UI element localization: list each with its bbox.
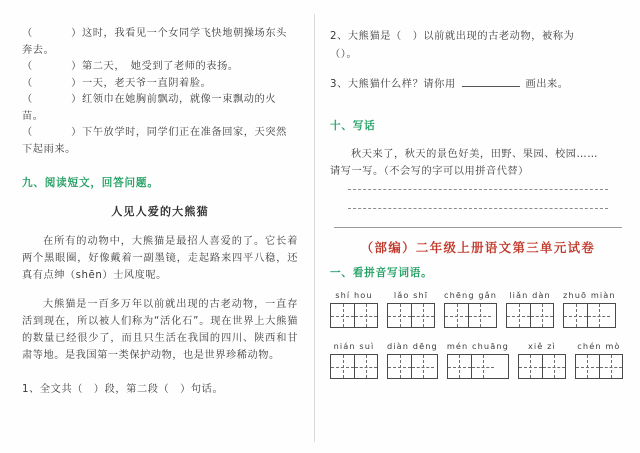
pinyin-word-group [330, 341, 378, 379]
tianzige-grid[interactable] [444, 303, 497, 328]
tianzige-cell[interactable] [388, 304, 411, 327]
tianzige-grid[interactable] [387, 303, 435, 328]
reading-question-3-prefix: 3、大熊猫什么样？请你用 [330, 79, 456, 90]
tianzige-grid[interactable] [506, 303, 554, 328]
article-title: 人见人爱的大熊猫 [111, 205, 209, 218]
tianzige-cell[interactable] [542, 355, 565, 378]
pinyin-label: chén mò [577, 341, 621, 351]
tianzige-cell[interactable] [507, 304, 530, 327]
writing-prompt-line2: 请写一写。（不会写的字可以用拼音代替） [330, 166, 529, 177]
tianzige-grid[interactable] [575, 354, 623, 379]
bracket-line: （ ）这时，我看见一个女同学飞快地朝操场东头 [22, 28, 287, 39]
writing-prompt-line1: 秋天来了，秋天的景色好美，田野、果园、校园…… [351, 149, 598, 160]
tianzige-cell[interactable] [411, 304, 434, 327]
tianzige-cell[interactable] [411, 355, 434, 378]
left-page-column [0, 0, 314, 453]
bracket-line: （ ）一天，老天爷一直阴着脸。 [22, 77, 212, 89]
tianzige-grid[interactable] [563, 303, 616, 328]
reading-question-1: 1、全文共（ ）段，第二段（ ）句话。 [22, 384, 224, 395]
bracket-line: （ ）下午放学时，同学们正在准备回家，天突然 [22, 127, 287, 138]
pinyin-row [330, 341, 626, 379]
pinyin-row [330, 290, 626, 328]
tianzige-grid[interactable] [330, 303, 378, 328]
tianzige-grid[interactable] [518, 354, 566, 379]
reading-question-2-line1: 2、大熊猫是（ ）以前就出现的古老动物，被称为 [330, 31, 575, 42]
tianzige-cell[interactable] [599, 355, 622, 378]
tianzige-cell[interactable] [587, 304, 610, 327]
pinyin-label: diàn dēng [387, 341, 438, 351]
reading-question-3 [330, 76, 626, 94]
pinyin-word-group [575, 341, 623, 379]
bracket-line: （ ）红领巾在她胸前飘动，就像一束飘动的火 [22, 94, 277, 105]
pinyin-label: mén chuāng [446, 341, 509, 351]
tianzige-cell[interactable] [519, 355, 542, 378]
pinyin-word-group [444, 290, 497, 328]
pinyin-label: chēng gǎn [444, 290, 498, 300]
pinyin-label: lǎo shī [393, 290, 429, 300]
pinyin-word-group [506, 290, 554, 328]
tianzige-cell[interactable] [564, 304, 587, 327]
bracket-line: 奔去。 [22, 44, 55, 56]
pinyin-word-group [563, 290, 616, 328]
pinyin-word-group [387, 341, 438, 379]
writing-rule-line[interactable] [348, 208, 608, 209]
bracket-line: 下起雨来。 [22, 143, 76, 155]
article-paragraph: 大熊猫是一百多万年以前就出现的古老动物，一直存活到现在，所以被人们称为“活化石”。现在世界上大熊猫的数量已经很少了，而且只生活在我国的四川、陕西和甘肃等地。是我国第一类保护动物，也是世界珍稀动物。 [22, 299, 298, 361]
pinyin-word-group [330, 290, 378, 328]
tianzige-cell[interactable] [354, 304, 377, 327]
tianzige-cell[interactable] [331, 355, 354, 378]
tianzige-cell[interactable] [448, 355, 471, 378]
exam-paper-title: （部编）二年级上册语文第三单元试卷 [360, 240, 596, 255]
reading-question-2-line2: （）。 [330, 49, 358, 60]
tianzige-cell[interactable] [576, 355, 599, 378]
writing-ruled-lines [330, 189, 626, 209]
tianzige-grid[interactable] [447, 354, 509, 379]
right-page-column [314, 0, 640, 453]
pinyin-word-group [518, 341, 566, 379]
tianzige-grid[interactable] [330, 354, 378, 379]
section-heading-one: 一、看拼音写词语。 [330, 267, 433, 279]
pinyin-word-group [387, 290, 435, 328]
tianzige-cell[interactable] [354, 355, 377, 378]
tianzige-cell[interactable] [331, 304, 354, 327]
pinyin-label: shí hou [335, 290, 373, 300]
tianzige-cell[interactable] [530, 304, 553, 327]
sheet-separator [334, 227, 622, 228]
reading-question-3-suffix: 画出来。 [525, 79, 569, 90]
pinyin-word-group [447, 341, 509, 379]
tianzige-grid[interactable] [387, 354, 438, 379]
tianzige-cell[interactable] [471, 355, 494, 378]
tianzige-cell[interactable] [468, 304, 491, 327]
answer-blank[interactable] [462, 77, 520, 87]
tianzige-cell[interactable] [388, 355, 411, 378]
tianzige-cell[interactable] [445, 304, 468, 327]
article-paragraph: 在所有的动物中，大熊猫是最招人喜爱的了。它长着两个黑眼圈，好像戴着一副墨镜，走起路来四平八稳，还真有点绅（shēn）士风度呢。 [22, 236, 298, 281]
section-heading-nine: 九、阅读短文，回答问题。 [22, 177, 159, 189]
section-heading-ten: 十、写话 [330, 120, 376, 132]
pinyin-label: liǎn dàn [509, 290, 551, 300]
pinyin-label: nián suì [333, 341, 375, 351]
bracket-line: （ ）第二天， 她受到了老师的表扬。 [22, 61, 239, 72]
pinyin-writing-exercise [330, 290, 626, 379]
writing-rule-line[interactable] [348, 189, 608, 190]
pinyin-label: xiě zì [527, 341, 556, 351]
bracket-ordering-exercise [22, 26, 298, 158]
pinyin-label: zhuō miàn [563, 290, 616, 300]
bracket-line: 苗。 [22, 110, 44, 122]
